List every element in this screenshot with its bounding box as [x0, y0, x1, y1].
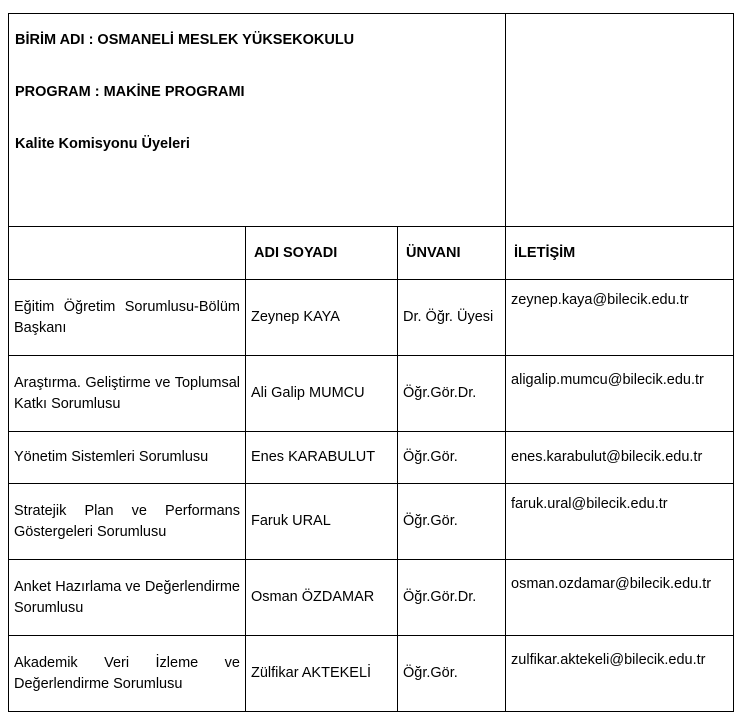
title-cell: Dr. Öğr. Üyesi	[398, 280, 506, 356]
role-cell: Yönetim Sistemleri Sorumlusu	[9, 432, 246, 484]
column-header-role	[9, 227, 246, 280]
table-row	[9, 280, 734, 356]
program-name: PROGRAM : MAKİNE PROGRAMI	[15, 84, 245, 100]
name-cell: Ali Galip MUMCU	[246, 356, 398, 432]
header-empty-cell	[506, 14, 734, 227]
table-row	[9, 432, 734, 484]
table-row	[9, 484, 734, 560]
column-header-title: ÜNVANI	[398, 227, 506, 280]
header-row	[9, 14, 734, 227]
email-cell: aligalip.mumcu@bilecik.edu.tr	[506, 356, 734, 432]
role-cell: Araştırma. Geliştirme ve Toplumsal Katkı Sorumlusu	[9, 356, 246, 432]
committee-table	[8, 13, 734, 712]
table-row	[9, 356, 734, 432]
title-cell: Öğr.Gör.	[398, 432, 506, 484]
role-cell: Akademik Veri İzleme ve Değerlendirme Sorumlusu	[9, 636, 246, 712]
email-cell: faruk.ural@bilecik.edu.tr	[506, 484, 734, 560]
role-cell: Stratejik Plan ve Performans Göstergeleri Sorumlusu	[9, 484, 246, 560]
name-cell: Zeynep KAYA	[246, 280, 398, 356]
column-header-name: ADI SOYADI	[246, 227, 398, 280]
email-cell: enes.karabulut@bilecik.edu.tr	[506, 432, 734, 484]
header-cell	[9, 14, 506, 227]
unit-name: BİRİM ADI : OSMANELİ MESLEK YÜKSEKOKULU	[15, 32, 355, 48]
name-cell: Enes KARABULUT	[246, 432, 398, 484]
name-cell: Osman ÖZDAMAR	[246, 560, 398, 636]
table-row	[9, 560, 734, 636]
email-cell: zulfikar.aktekeli@bilecik.edu.tr	[506, 636, 734, 712]
email-cell: zeynep.kaya@bilecik.edu.tr	[506, 280, 734, 356]
column-header-contact: İLETİŞİM	[506, 227, 734, 280]
title-cell: Öğr.Gör.Dr.	[398, 560, 506, 636]
role-cell: Eğitim Öğretim Sorumlusu-Bölüm Başkanı	[9, 280, 246, 356]
name-cell: Zülfikar AKTEKELİ	[246, 636, 398, 712]
table-row	[9, 636, 734, 712]
title-cell: Öğr.Gör.	[398, 484, 506, 560]
role-cell: Anket Hazırlama ve Değerlendirme Sorumlusu	[9, 560, 246, 636]
title-cell: Öğr.Gör.	[398, 636, 506, 712]
title-cell: Öğr.Gör.Dr.	[398, 356, 506, 432]
name-cell: Faruk URAL	[246, 484, 398, 560]
column-header-row	[9, 227, 734, 280]
email-cell: osman.ozdamar@bilecik.edu.tr	[506, 560, 734, 636]
committee-title: Kalite Komisyonu Üyeleri	[15, 136, 190, 152]
